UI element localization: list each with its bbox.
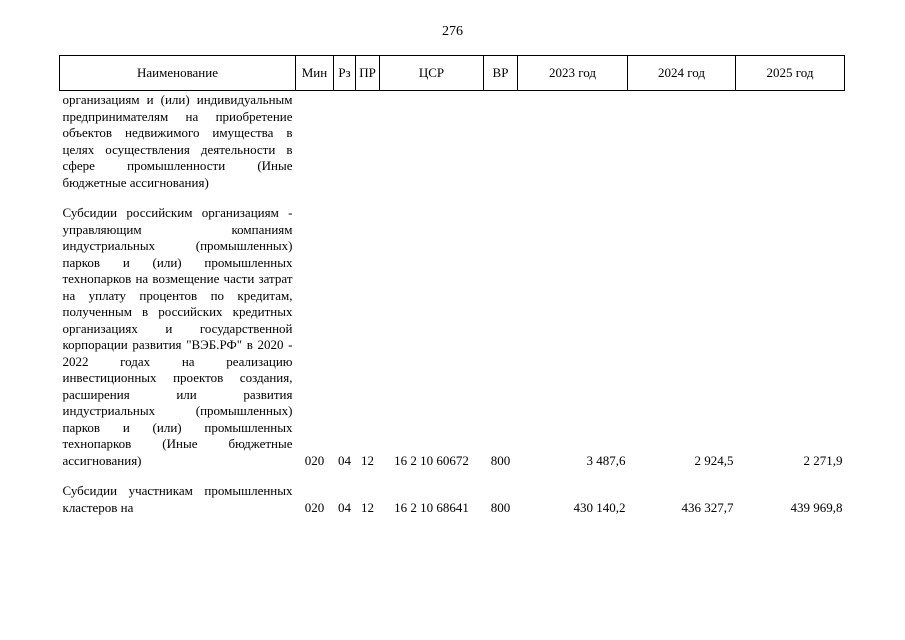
row-2025: 439 969,8 (790, 499, 843, 515)
table-header-row (60, 56, 845, 91)
row-pr: 12 (361, 452, 374, 468)
row-csr (380, 91, 484, 192)
table-row (60, 483, 845, 516)
table-row (60, 205, 845, 469)
row-min (296, 91, 334, 192)
header-2025: 2025 год (736, 56, 845, 91)
row-min: 020 (304, 452, 325, 468)
header-2024: 2024 год (628, 56, 736, 91)
header-name: Наименование (60, 56, 296, 91)
row-2024 (628, 91, 736, 192)
row-2023: 3 487,6 (586, 452, 626, 468)
row-vr: 800 (490, 499, 511, 515)
row-pr: 12 (361, 499, 374, 515)
row-name: Субсидии российским организациям - управляющим компаниям индустриальных (промышленных) парков и (или) промышленных технопарков на возмещение части затрат на уплату процентов по кредитам, полученным в российских кредитных организациях и государственной корпорации развития "ВЭБ.РФ" в 2020 - 2022 годах на реализацию инвестиционных проектов создания, расширения или развития индустриальных (промышленных) парков и (или) промышленных технопарков (Иные бюджетные ассигнования) (62, 205, 293, 468)
row-2025 (736, 91, 845, 192)
budget-table (59, 55, 845, 516)
header-pr: ПР (356, 56, 380, 91)
table-row (60, 91, 845, 192)
header-csr: ЦСР (380, 56, 484, 91)
page-number: 276 (442, 24, 463, 39)
row-vr: 800 (490, 452, 511, 468)
row-name: организациям и (или) индивидуальным предпринимателям на приобретение объектов недвижимого имущества в целях осуществления деятельности в сфере промышленности (Иные бюджетные ассигнования) (62, 92, 293, 190)
row-min: 020 (304, 499, 325, 515)
row-rz: 04 (338, 499, 351, 515)
row-2023 (518, 91, 628, 192)
row-spacer (60, 191, 845, 205)
header-rz: Рз (334, 56, 356, 91)
row-vr (484, 91, 518, 192)
row-2023: 430 140,2 (573, 499, 626, 515)
row-csr: 16 2 10 68641 (394, 499, 469, 515)
row-2024: 2 924,5 (694, 452, 734, 468)
row-rz (334, 91, 356, 192)
row-name: Субсидии участникам промышленных кластеров на (62, 483, 293, 515)
row-rz: 04 (338, 452, 351, 468)
row-pr (356, 91, 380, 192)
header-vr: ВР (484, 56, 518, 91)
header-2023: 2023 год (518, 56, 628, 91)
row-2025: 2 271,9 (803, 452, 843, 468)
row-spacer (60, 469, 845, 483)
row-2024: 436 327,7 (681, 499, 734, 515)
header-min: Мин (296, 56, 334, 91)
row-csr: 16 2 10 60672 (394, 452, 469, 468)
